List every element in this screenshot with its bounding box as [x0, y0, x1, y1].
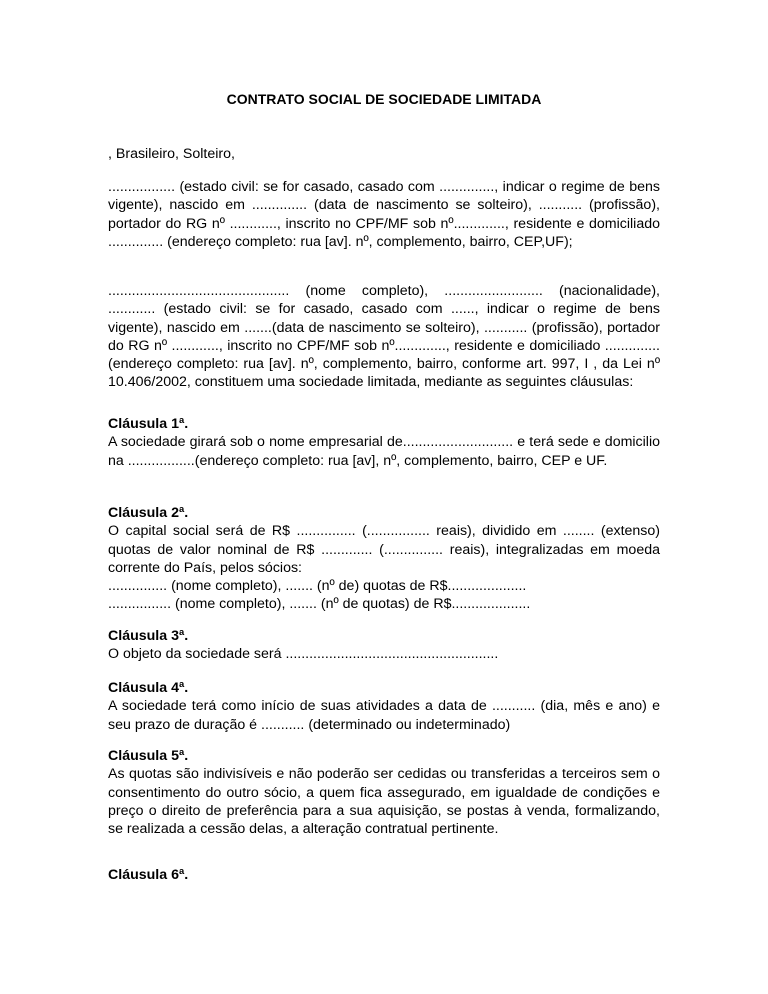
clause-1 — [108, 415, 660, 470]
intro-line: , Brasileiro, Solteiro, — [108, 146, 235, 162]
partner-quota-line: ............... (nome completo), ....... (nº de) quotas de R$.................... — [108, 578, 527, 595]
clause-title: Cláusula 4ª. — [108, 680, 189, 696]
clause-4 — [108, 679, 660, 734]
clause-text: A sociedade girará sob o nome empresarial de............................ e terá sede e domicilio na .................(endereço completo: rua [av], nº, complemento, bairro, CEP e UF. — [108, 434, 660, 469]
clause-5 — [108, 747, 660, 838]
clause-title: Cláusula 1ª. — [108, 416, 189, 432]
clause-text: As quotas são indivisíveis e não poderão ser cedidas ou transferidas a terceiros sem o consentimento do outro sócio, a quem fica assegurado, em igualdade de condições e preço o direito de preferência para a sua aquisição, se postas à venda, formalizando, se realizada a cessão delas, a alteração contratual pertinente. — [108, 766, 660, 838]
partner-2-qualification: .............................................. (nome completo), ......................... (nacionalidade), ............ (estado civil: se for casado, casado com ......, indicar o regime de bens vigente), nascido em .......(data de nascimento se solteiro), ........... (profissão), portador do RG nº ............, inscrito no CPF/MF sob nº............., residente e domiciliado ..............(endereço completo: rua [av]. nº, complemento, bairro, conforme art. 997, I , da Lei nº 10.406/2002, constituem uma sociedade limitada, mediante as seguintes cláusulas: — [108, 283, 660, 391]
clause-2 — [108, 504, 660, 614]
clause-3 — [108, 627, 660, 664]
clause-title: Cláusula 2ª. — [108, 505, 189, 521]
clause-title: Cláusula 6ª. — [108, 867, 189, 883]
clause-text: A sociedade terá como início de suas atividades a data de ........... (dia, mês e ano) e seu prazo de duração é ........... (determinado ou indeterminado) — [108, 698, 660, 733]
document-title: CONTRATO SOCIAL DE SOCIEDADE LIMITADA — [226, 91, 542, 107]
clause-text: O capital social será de R$ ............... (................ reais), dividido em ........ (extenso) quotas de valor nominal de R$ ............. (............... reais), integralizadas em moeda corrente do País, pelos sócios: — [108, 523, 660, 576]
partner-1-qualification: ................. (estado civil: se for casado, casado com .............., indicar o regime de bens vigente), nascido em .............. (data de nascimento se solteiro), ........... (profissão), portador do RG nº ............, inscrito no CPF/MF sob nº............., residente e domiciliado .............. (endereço completo: rua [av]. nº, complemento, bairro, CEP,UF); — [108, 179, 660, 250]
clause-text: O objeto da sociedade será ...................................................... — [108, 646, 499, 663]
clause-title: Cláusula 3ª. — [108, 628, 189, 644]
clause-6 — [108, 866, 660, 884]
partner-quota-line: ................ (nome completo), ....... (nº de quotas) de R$.................... — [108, 596, 531, 613]
clause-title: Cláusula 5ª. — [108, 748, 189, 764]
